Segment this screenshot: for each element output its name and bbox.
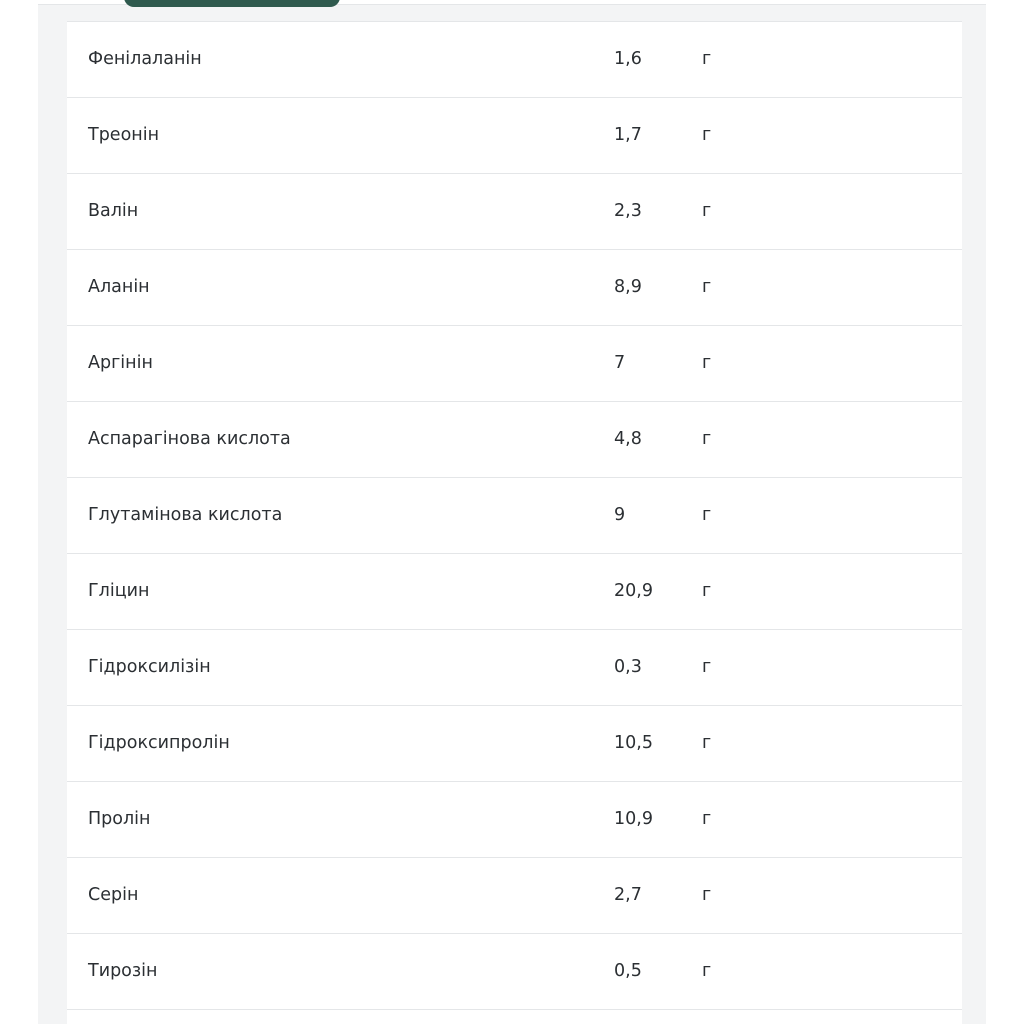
nutrient-value: 8,9 [614, 277, 642, 297]
nutrient-value: 2,3 [614, 201, 642, 221]
nutrient-name: Аспарагінова кислота [88, 429, 291, 449]
nutrient-value: 4,8 [614, 429, 642, 449]
nutrient-name: Валін [88, 201, 139, 221]
table-row [67, 401, 962, 477]
table-row [67, 629, 962, 705]
nutrient-name: Гідроксипролін [88, 733, 230, 753]
nutrient-unit: г [702, 733, 712, 753]
table-row [67, 781, 962, 857]
nutrient-unit: г [702, 125, 712, 145]
nutrient-name: Фенілаланін [88, 49, 202, 69]
nutrient-value: 2,7 [614, 885, 642, 905]
table-row [67, 477, 962, 553]
nutrient-name: Серін [88, 885, 139, 905]
nutrient-unit: г [702, 429, 712, 449]
nutrient-unit: г [702, 277, 712, 297]
table-row [67, 173, 962, 249]
table-row [67, 933, 962, 1009]
table-row [67, 21, 962, 97]
nutrient-unit: г [702, 49, 712, 69]
nutrient-value: 9 [614, 505, 626, 525]
nutrient-unit: г [702, 581, 712, 601]
nutrient-unit: г [702, 657, 712, 677]
nutrient-value: 1,6 [614, 49, 642, 69]
nutrient-unit: г [702, 961, 712, 981]
nutrient-name: Аланін [88, 277, 150, 297]
nutrient-name: Гліцин [88, 581, 150, 601]
nutrient-value: 1,7 [614, 125, 642, 145]
nutrient-unit: г [702, 809, 712, 829]
nutrient-unit: г [702, 353, 712, 373]
table-row [67, 97, 962, 173]
table-row [67, 553, 962, 629]
nutrient-name: Гідроксилізін [88, 657, 211, 677]
table-row [67, 325, 962, 401]
nutrient-name: Тирозін [88, 961, 158, 981]
table-row [67, 857, 962, 933]
table-row [67, 705, 962, 781]
nutrient-unit: г [702, 885, 712, 905]
nutrient-unit: г [702, 201, 712, 221]
nutrient-unit: г [702, 505, 712, 525]
nutrient-value: 0,3 [614, 657, 642, 677]
nutrient-value: 10,5 [614, 733, 653, 753]
nutrient-value: 20,9 [614, 581, 653, 601]
table-row [67, 249, 962, 325]
nutrient-name: Аргінін [88, 353, 153, 373]
nutrient-value: 10,9 [614, 809, 653, 829]
nutrient-name: Треонін [88, 125, 160, 145]
nutrient-name: Глутамінова кислота [88, 505, 283, 525]
nutrition-table [67, 21, 962, 1024]
nutrient-value: 7 [614, 353, 626, 373]
nutrient-name: Пролін [88, 809, 151, 829]
table-row-partial [67, 1009, 962, 1024]
top-action-button[interactable] [124, 0, 340, 7]
nutrient-value: 0,5 [614, 961, 642, 981]
